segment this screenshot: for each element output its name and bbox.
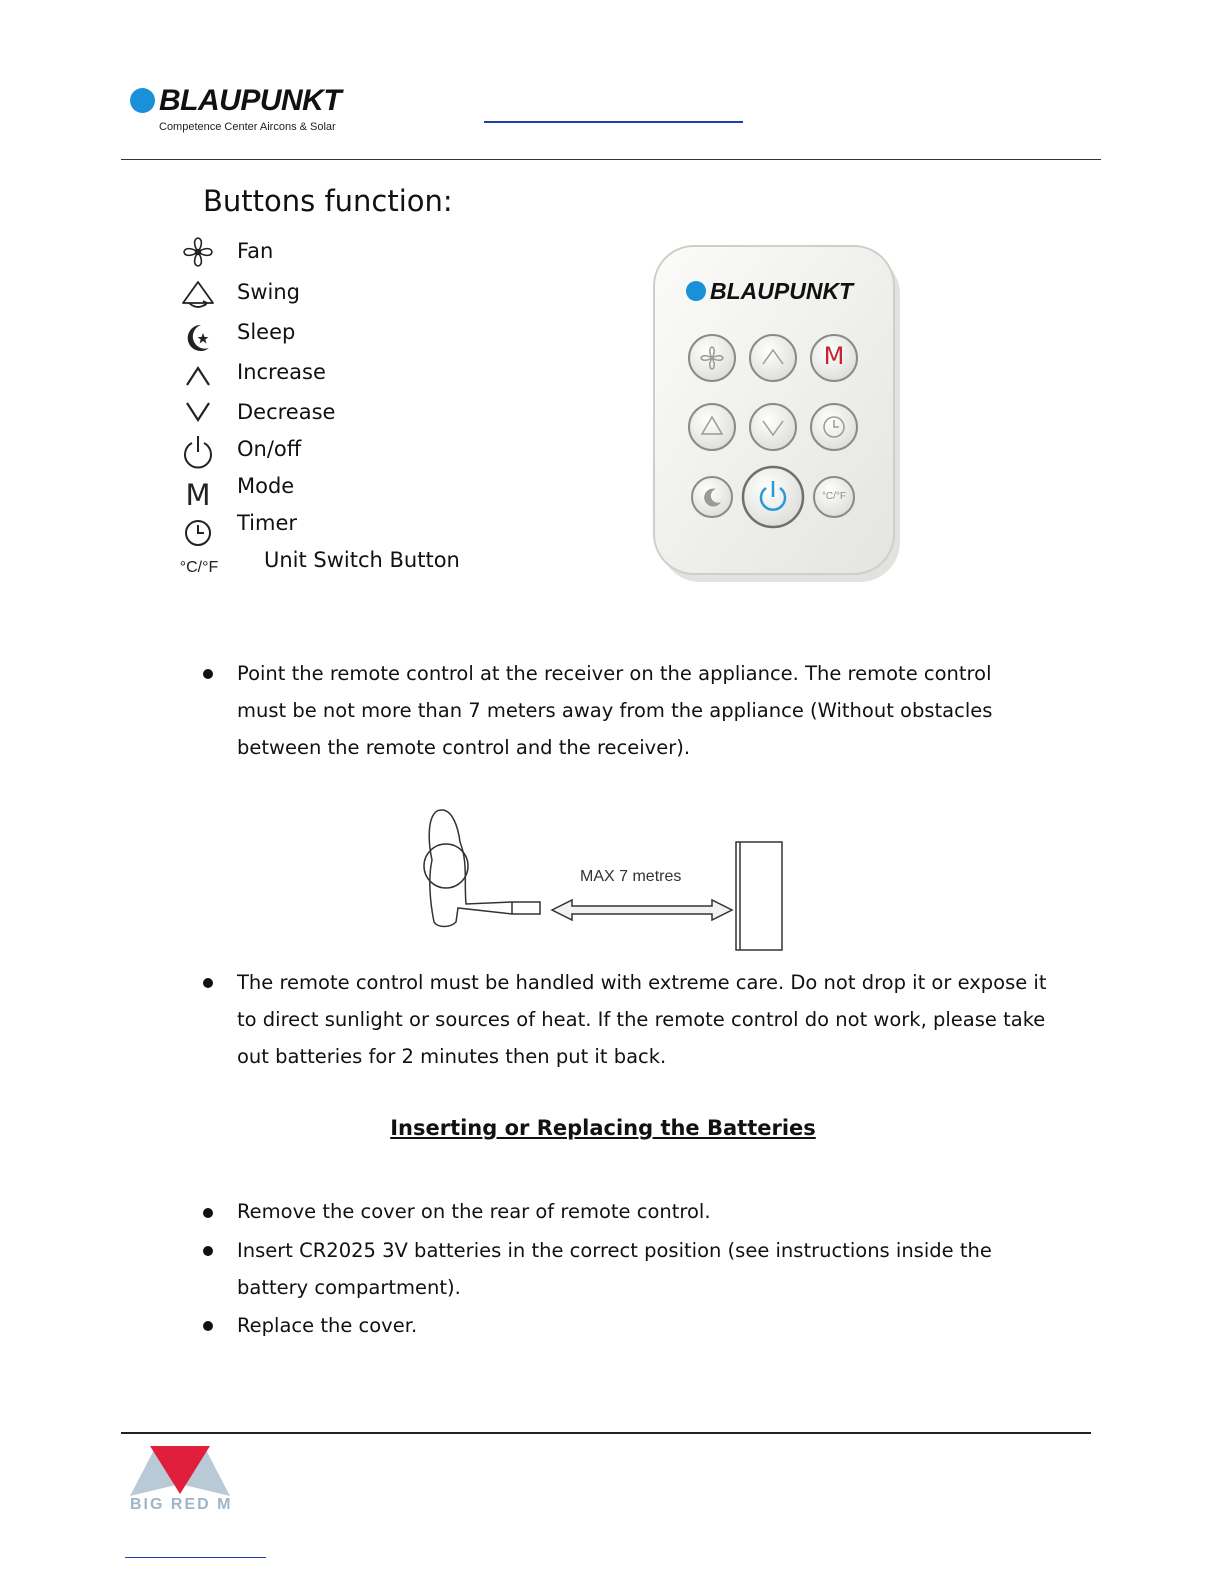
legend-label-mode: Mode [237,474,295,498]
brand-tagline: Competence Center Aircons & Solar [159,121,336,133]
battery-step-3: Replace the cover. [237,1314,418,1337]
legend-label-swing: Swing [237,280,300,304]
section-title: Buttons function: [203,184,453,218]
footer-divider [121,1432,1091,1434]
battery-step-2: Insert CR2025 3V batteries in the correct position (see instructions inside the battery compartment). [237,1239,992,1299]
header-divider [121,159,1101,160]
paragraph-care: The remote control must be handled with extreme care. Do not drop it or expose it to direct sunlight or sources of heat. If the remote control do not work, please take out batteries for 2 minutes then put it back. [237,971,1047,1068]
decrease-icon [178,392,218,432]
remote-brand-name: BLAUPUNKT [710,278,854,304]
legend-label-increase: Increase [237,360,326,384]
bullet [203,1208,213,1218]
paragraph-point-remote: Point the remote control at the receiver on the appliance. The remote control must be not more than 7 meters away from the appliance (Without obstacles between the remote control and the receiver). [237,662,993,759]
footer-link-underline[interactable] [125,1557,266,1558]
legend-label-on-off: On/off [237,437,302,461]
sleep-icon [178,318,218,358]
brand-logo-dot [130,88,155,113]
remote-unit-button: °C/°F [821,491,847,502]
battery-step-1: Remove the cover on the rear of remote control. [237,1200,711,1223]
power-icon [178,432,218,472]
swing-icon [178,274,218,314]
increase-icon [178,356,218,396]
legend-label-decrease: Decrease [237,400,336,424]
legend-label-sleep: Sleep [237,320,296,344]
distance-label: MAX 7 metres [580,868,682,885]
header-link-underline[interactable] [484,121,743,123]
distance-diagram [420,802,790,957]
legend-label-fan: Fan [237,239,274,263]
unit-switch-icon: °C/°F [179,559,219,576]
bullet [203,1321,213,1331]
mode-icon: M [185,478,211,512]
bullet [203,669,213,679]
fan-icon [178,232,218,272]
legend-label-timer: Timer [237,511,298,535]
footer-logo-text: BIG RED M [130,1496,233,1513]
batteries-heading: Inserting or Replacing the Batteries [390,1116,816,1140]
timer-icon [178,513,218,553]
remote-mode-button: M [823,342,845,370]
legend-label-unit-switch: Unit Switch Button [264,548,460,572]
remote-illustration [646,240,904,586]
bullet [203,1246,213,1256]
bullet [203,978,213,988]
brand-name: BLAUPUNKT [159,84,342,117]
